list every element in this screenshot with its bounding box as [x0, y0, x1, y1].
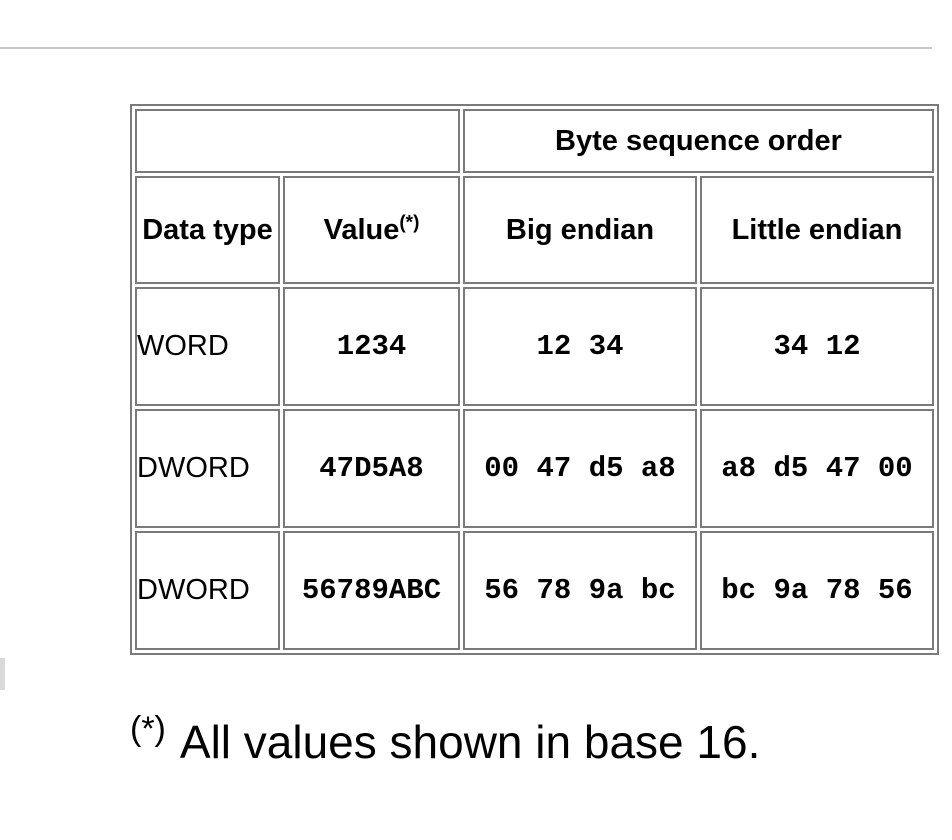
table-row — [135, 531, 934, 650]
value-header-label: Value — [323, 213, 400, 246]
endian-table — [130, 104, 939, 655]
big-endian-header: Big endian — [463, 176, 697, 284]
top-divider — [0, 47, 932, 49]
data-type-header: Data type — [135, 176, 280, 284]
empty-header-cell — [135, 109, 460, 173]
table-row — [135, 409, 934, 528]
row-data-type: WORD — [135, 287, 280, 406]
row-little-endian: a8 d5 47 00 — [700, 409, 934, 528]
byte-sequence-order-header: Byte sequence order — [463, 109, 934, 173]
value-header — [283, 176, 460, 284]
row-value: 56789ABC — [283, 531, 460, 650]
table-column-header-row — [135, 176, 934, 284]
row-big-endian: 00 47 d5 a8 — [463, 409, 697, 528]
row-data-type: DWORD — [135, 409, 280, 528]
row-value: 47D5A8 — [283, 409, 460, 528]
row-data-type: DWORD — [135, 531, 280, 650]
row-little-endian: bc 9a 78 56 — [700, 531, 934, 650]
table-group-header-row — [135, 109, 934, 173]
little-endian-header: Little endian — [700, 176, 934, 284]
footnote — [130, 710, 760, 769]
row-big-endian: 56 78 9a bc — [463, 531, 697, 650]
endian-table-container — [130, 104, 939, 655]
table-row — [135, 287, 934, 406]
row-big-endian: 12 34 — [463, 287, 697, 406]
value-footnote-mark: (*) — [399, 211, 420, 233]
row-value: 1234 — [283, 287, 460, 406]
footnote-mark: (*) — [130, 710, 166, 748]
row-little-endian: 34 12 — [700, 287, 934, 406]
footnote-text: All values shown in base 16. — [179, 716, 761, 768]
left-edge-mark — [0, 658, 5, 690]
